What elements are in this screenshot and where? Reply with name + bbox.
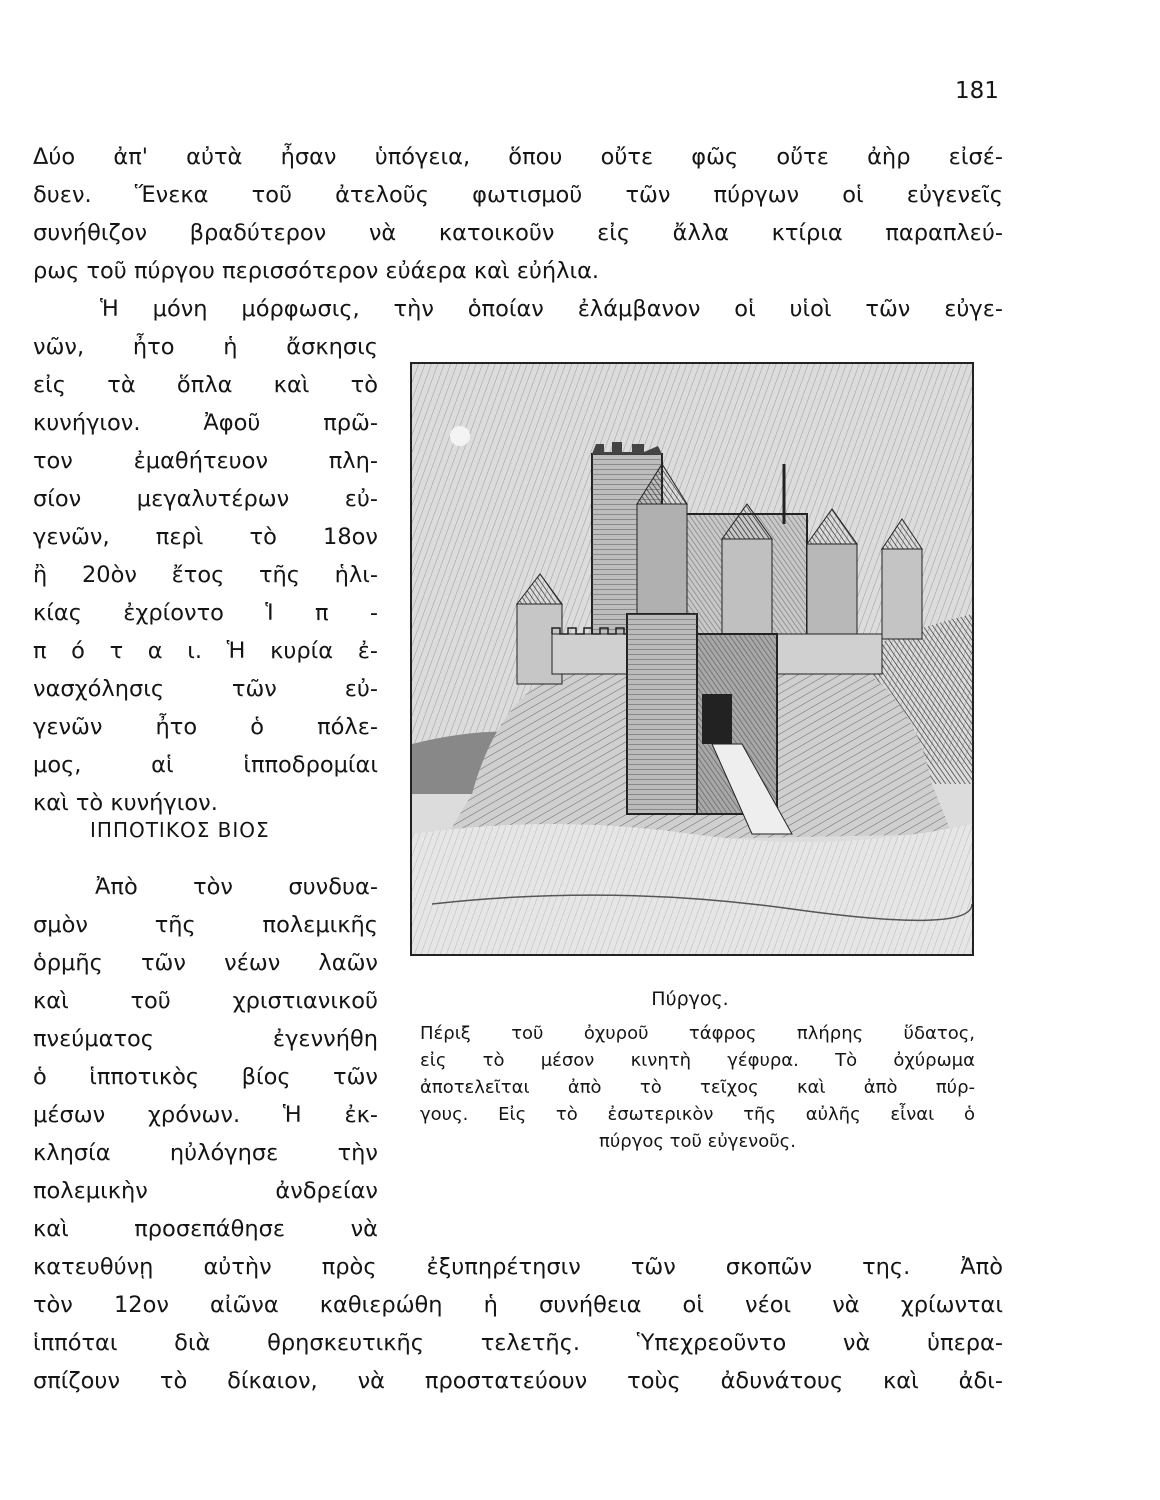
text-line: πολεμικὴν ἀνδρείαν (33, 1178, 378, 1204)
text-line: τον ἐμαθήτευον πλη- (33, 448, 378, 474)
text-line: δυεν. Ἕνεκα τοῦ ἀτελοῦς φωτισμοῦ τῶν πύργων οἱ εὐγενεῖς (33, 182, 1003, 208)
castle-illustration (410, 362, 974, 956)
section-heading: ΙΠΠΟΤΙΚΟΣ ΒΙΟΣ (90, 818, 270, 842)
caption-line: πύργος τοῦ εὐγενοῦς. (599, 1131, 796, 1152)
text-line: τὸν 12ον αἰῶνα καθιερώθη ἡ συνήθεια οἱ νέοι νὰ χρίωνται (33, 1292, 1003, 1318)
text-line: συνήθιζον βραδύτερον νὰ κατοικοῦν εἰς ἄλλα κτίρια παραπλεύ- (33, 220, 1003, 246)
text-line: κίας ἐχρίοντο Ἱ π - (33, 600, 378, 626)
text-line: καὶ προσεπάθησε νὰ (33, 1216, 378, 1242)
text-line: κλησία ηὐλόγησε τὴν (33, 1140, 378, 1166)
text-line: σίον μεγαλυτέρων εὐ- (33, 486, 378, 512)
caption-line: ἀποτελεῖται ἀπὸ τὸ τεῖχος καὶ ἀπὸ πύρ- (420, 1077, 975, 1098)
castle-engraving (412, 364, 972, 954)
text-line: καὶ τοῦ χριστιανικοῦ (33, 988, 378, 1014)
text-line: ὁ ἱπποτικὸς βίος τῶν (33, 1064, 378, 1090)
text-line: πνεύματος ἐγεννήθη (33, 1026, 378, 1052)
text-line: μος, αἱ ἱπποδρομίαι (33, 752, 378, 778)
caption-line: Πέριξ τοῦ ὀχυροῦ τάφρος πλήρης ὕδατος, (420, 1023, 975, 1044)
text-line: κυνήγιον. Ἀφοῦ πρῶ- (33, 410, 378, 436)
text-line: π ό τ α ι. Ἡ κυρία ἐ- (33, 638, 378, 664)
text-line: ἢ 20ὸν ἔτος τῆς ἡλι- (33, 562, 378, 588)
foreground-hatching (412, 824, 972, 954)
gate-tower-left-hatching (627, 614, 697, 814)
text-line: ὁρμῆς τῶν νέων λαῶν (33, 950, 378, 976)
text-line: κατευθύνῃ αὐτὴν πρὸς ἐξυπηρέτησιν τῶν σκοπῶν της. Ἀπὸ (33, 1254, 1003, 1280)
caption-line: γους. Εἰς τὸ ἐσωτερικὸν τῆς αὐλῆς εἶναι ὁ (420, 1104, 975, 1125)
text-line: γενῶν ἦτο ὁ πόλε- (33, 714, 378, 740)
text-line: Δύο ἀπ' αὐτὰ ἦσαν ὑπόγεια, ὅπου οὔτε φῶς οὔτε ἀὴρ εἰσέ- (33, 144, 1003, 170)
gate-opening (702, 694, 732, 744)
page-number: 181 (955, 78, 999, 104)
text-line: εἰς τὰ ὅπλα καὶ τὸ (33, 372, 378, 398)
text-line: καὶ τὸ κυνήγιον. (33, 790, 218, 816)
text-line: γενῶν, περὶ τὸ 18ον (33, 524, 378, 550)
text-line: νασχόλησις τῶν εὐ- (33, 676, 378, 702)
text-line: νῶν, ἦτο ἡ ἄσκησις (33, 334, 378, 360)
text-line: ρως τοῦ πύργου περισσότερον εὐάερα καὶ εὐήλια. (33, 258, 600, 284)
text-line: Ἡ μόνη μόρφωσις, τὴν ὁποίαν ἐλάμβανον οἱ υἱοὶ τῶν εὐγε- (100, 296, 1003, 322)
cone-tower-4 (882, 549, 922, 639)
text-line: Ἀπὸ τὸν συνδυα- (95, 874, 378, 900)
figure-caption-title: Πύργος. (651, 988, 729, 1010)
text-line: ἱππόται διὰ θρησκευτικῆς τελετῆς. Ὑπεχρεοῦντο νὰ ὑπερα- (33, 1330, 1003, 1356)
text-line: σπίζουν τὸ δίκαιον, νὰ προστατεύουν τοὺς ἀδυνάτους καὶ ἀδι- (33, 1368, 1003, 1394)
moon (450, 426, 470, 446)
text-line: μέσων χρόνων. Ἡ ἐκ- (33, 1102, 378, 1128)
caption-line: εἰς τὸ μέσον κινητὴ γέφυρα. Τὸ ὀχύρωμα (420, 1050, 975, 1071)
text-line: σμὸν τῆς πολεμικῆς (33, 912, 378, 938)
